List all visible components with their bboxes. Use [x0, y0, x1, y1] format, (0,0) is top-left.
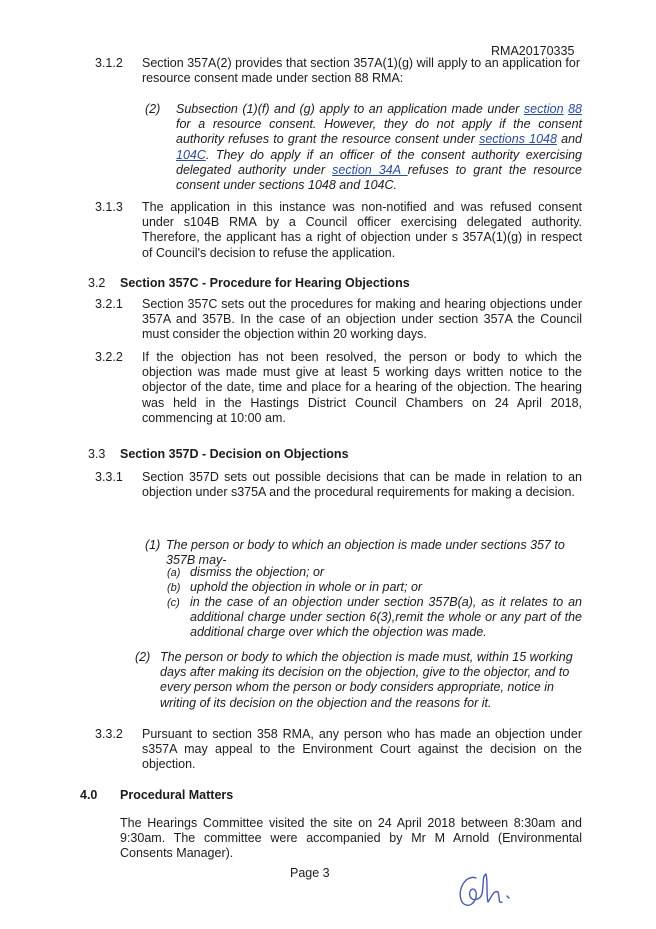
item-label: (b)	[167, 582, 181, 594]
sections-1048-link[interactable]: sections 1048	[479, 132, 557, 147]
signature-initials	[452, 868, 522, 916]
clause-number: 3.2.1	[95, 297, 123, 311]
section-heading: Section 357C - Procedure for Hearing Objections	[120, 276, 410, 290]
item-label: (a)	[167, 567, 181, 579]
clause-text: The application in this instance was non-notified and was refused consent under s104B RMA by a Council officer exercising delegated authority. Therefore, the applicant has a right of objection under s 357A(1)(g) in respect of Council's decision to refuse the application.	[142, 200, 582, 260]
legislation-quote: Subsection (1)(f) and (g) apply to an application made under section 88 for a resource consent. However, they do not apply if the consent authority refuses to grant the resource consent under sections 1048 and 104C. They do apply if an officer of the consent authority exercising delegated authority under section 34A refuses to grant the resource consent under sections 1048 and 104C.	[176, 102, 583, 193]
clause-text: Section 357A(2) provides that section 357A(1)(g) will apply to an application for resource consent made under section 88 RMA:	[142, 56, 580, 86]
clause-number: 3.1.2	[95, 56, 123, 70]
item-text: in the case of an objection under section 357B(a), as it relates to an additional charge under section 6(3),remit the whole or any part of the additional charge over which the objection was made.	[190, 595, 582, 640]
section-34a-link[interactable]: section 34A	[332, 162, 408, 177]
clause-number: 3.1.3	[95, 200, 123, 214]
section-number: 3.2	[88, 276, 106, 290]
clause-number: 3.2.2	[95, 350, 123, 364]
legislation-quote: The person or body to which an objection is made under sections 357 to 357B may-	[166, 538, 565, 568]
clause-number: 3.3.1	[95, 470, 123, 484]
clause-number: 3.3.2	[95, 727, 123, 741]
section-heading: Procedural Matters	[120, 788, 234, 802]
section-heading: Section 357D - Decision on Objections	[120, 447, 349, 461]
clause-text: Section 357C sets out the procedures for making and hearing objections under 357A and 357B. In the case of an objection under section 357A the Council must consider the objection within 20 working days.	[142, 297, 582, 342]
section-link[interactable]: section	[523, 102, 564, 116]
item-text: dismiss the objection; or	[190, 565, 325, 579]
section-104c-link[interactable]: 104C	[176, 147, 206, 162]
clause-text: Section 357D sets out possible decisions that can be made in relation to an objection under s375A and the procedural requirements for making a decision.	[142, 470, 582, 500]
section-number: 4.0	[80, 788, 98, 802]
quote-number: (2)	[135, 650, 151, 664]
clause-text: Pursuant to section 358 RMA, any person who has made an objection under s357A may appeal to the Environment Court against the decision on the objection.	[142, 727, 582, 772]
clause-text: If the objection has not been resolved, the person or body to which the objection was made must give at least 5 working days written notice to the objector of the date, time and place for a hearing of the objection. The hearing was held in the Hastings District Council Chambers on 24 April 2018, commencing at 10:00 am.	[142, 350, 582, 425]
item-text: uphold the objection in whole or in part; or	[190, 580, 423, 594]
document-reference: RMA20170335	[491, 44, 575, 58]
item-label: (c)	[167, 597, 180, 609]
section-number: 3.3	[88, 447, 106, 461]
quote-number: (1)	[145, 538, 161, 552]
section-88-link[interactable]: 88	[568, 102, 583, 116]
paragraph-text: The Hearings Committee visited the site on 24 April 2018 between 8:30am and 9:30am. The committee were accompanied by Mr M Arnold (Environmental Consents Manager).	[120, 816, 582, 861]
quote-number: (2)	[145, 102, 161, 116]
page-number: Page 3	[290, 866, 330, 880]
legislation-quote: The person or body to which the objection is made must, within 15 working days after making its decision on the objection, give to the objector, and to every person whom the person or body considers appropriate, notice in writing of its decision on the objection and the reasons for it.	[160, 650, 573, 710]
